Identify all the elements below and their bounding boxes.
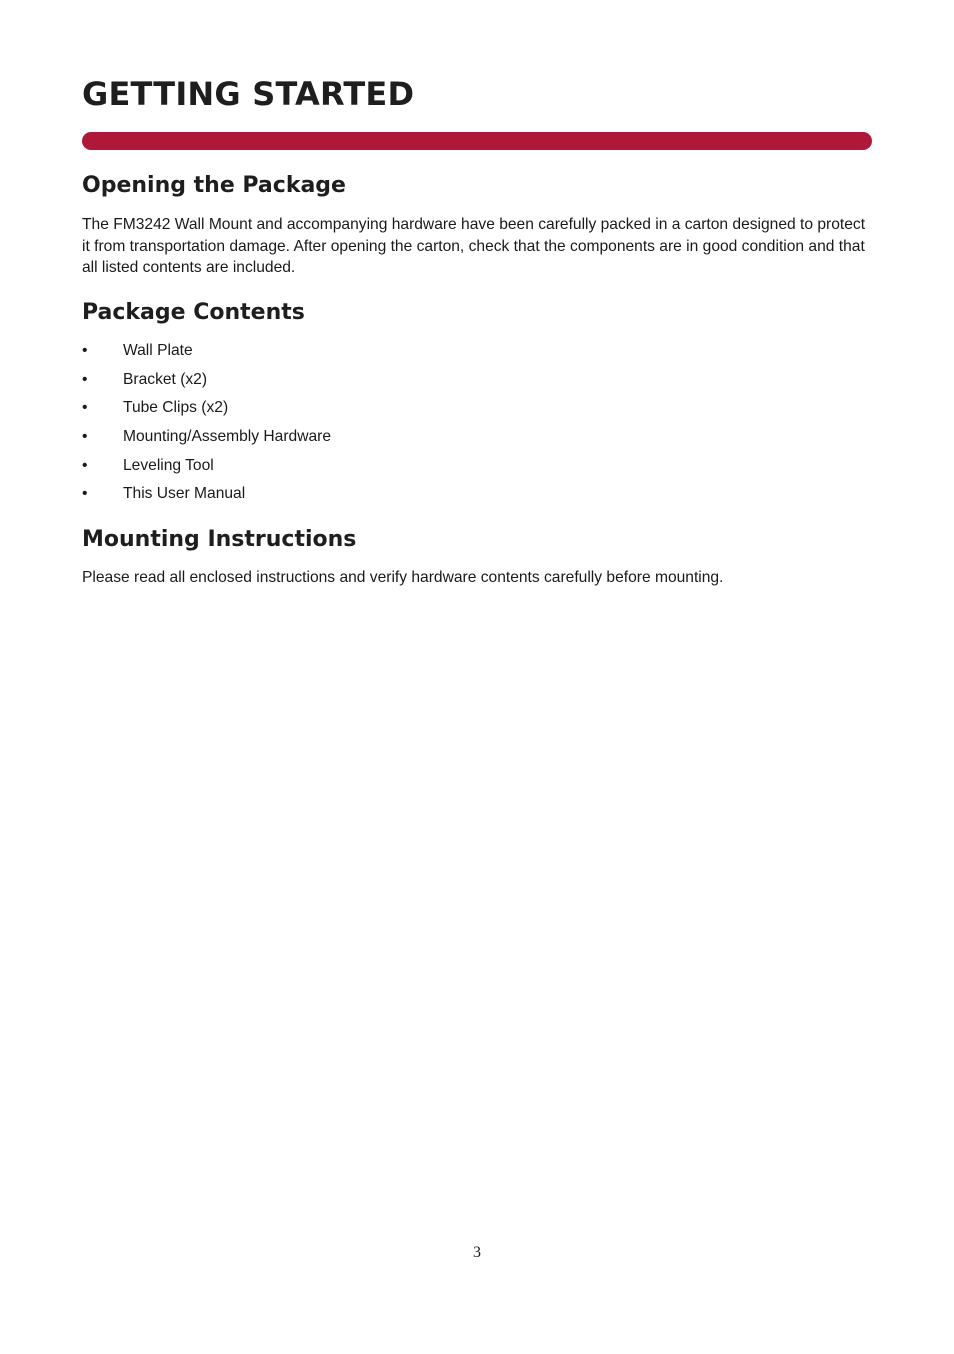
title-divider-bar — [82, 132, 872, 150]
page-number: 3 — [473, 1244, 481, 1261]
bullet-icon: • — [82, 456, 88, 474]
list-item-text: Wall Plate — [123, 342, 193, 359]
bullet-icon: • — [82, 485, 88, 503]
page-title: GETTING STARTED — [82, 75, 415, 113]
opening-paragraph: The FM3242 Wall Mount and accompanying hardware have been carefully packed in a carton designed to protect it from transportation damage. After opening the carton, check that the components are in good condition and that all listed contents are included. — [82, 216, 866, 276]
list-item-text: Leveling Tool — [123, 456, 214, 474]
bullet-icon: • — [82, 428, 88, 446]
list-item-text: Mounting/Assembly Hardware — [123, 428, 332, 446]
list-item-text: Bracket (x2) — [123, 370, 208, 388]
heading-opening-the-package: Opening the Package — [82, 173, 346, 198]
bullet-icon: • — [82, 342, 88, 359]
bullet-icon: • — [82, 399, 88, 417]
heading-mounting-instructions: Mounting Instructions — [82, 527, 357, 552]
list-item-text: This User Manual — [123, 485, 246, 503]
bullet-icon: • — [82, 370, 88, 388]
list-item-text: Tube Clips (x2) — [123, 399, 229, 417]
mounting-paragraph: Please read all enclosed instructions and verify hardware contents carefully before mounting. — [82, 569, 724, 586]
heading-package-contents: Package Contents — [82, 300, 305, 325]
